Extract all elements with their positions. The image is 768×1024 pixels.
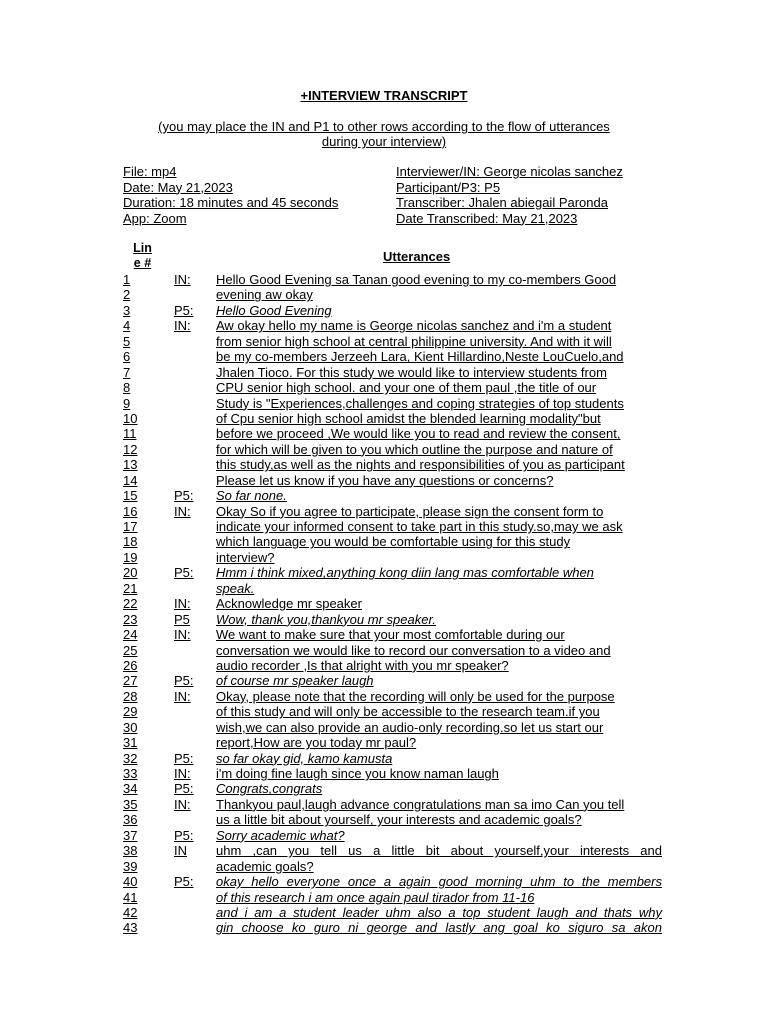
transcript-row (0, 411, 768, 426)
transcript-row (0, 689, 768, 704)
utterance-text: so far okay gid, kamo kamusta (216, 750, 393, 766)
line-number: 25 (123, 642, 138, 658)
line-number: 35 (123, 796, 138, 812)
speaker-label: IN: (174, 318, 191, 334)
line-number: 27 (123, 673, 138, 689)
utterance-text: which language you would be comfortable using for this study (216, 534, 571, 550)
transcript-row (0, 442, 768, 457)
transcript-row (0, 365, 768, 380)
meta-interviewer: Interviewer/IN: George nicolas sanchez (396, 164, 623, 179)
transcript-row (0, 457, 768, 472)
meta-transcriber: Transcriber: Jhalen abiegail Paronda (396, 195, 608, 210)
line-number: 21 (123, 580, 138, 596)
line-number: 6 (123, 349, 131, 365)
line-header-bottom: e # (133, 256, 152, 270)
line-number: 29 (123, 704, 138, 720)
line-number: 31 (123, 735, 138, 751)
utterance-text: Study is "Experiences,challenges and coping strategies of top students (216, 395, 624, 411)
instruction-line-2: during your interview) (321, 134, 447, 149)
instruction-line-1: (you may place the IN and P1 to other rows according to the flow of utterances (158, 119, 610, 134)
line-number: 39 (123, 858, 138, 874)
utterance-text: report,How are you today mr paul? (216, 735, 417, 751)
utterance-text: conversation we would like to record our conversation to a video and (216, 642, 611, 658)
line-number: 7 (123, 364, 131, 380)
transcript-row (0, 380, 768, 395)
line-number: 24 (123, 627, 138, 643)
transcript-row (0, 612, 768, 627)
transcript-row (0, 828, 768, 843)
transcript-row (0, 596, 768, 611)
transcript-row (0, 303, 768, 318)
line-number: 22 (123, 596, 138, 612)
line-number: 10 (123, 410, 138, 426)
transcript-row (0, 720, 768, 735)
meta-app: App: Zoom (123, 210, 187, 226)
utterance-text: of Cpu senior high school amidst the blended learning modality"but (216, 410, 601, 426)
transcript-row (0, 488, 768, 503)
transcript-row (0, 534, 768, 549)
transcript-row (0, 812, 768, 827)
transcript-row (0, 751, 768, 766)
utterance-text: Thankyou paul,laugh advance congratulations man sa imo Can you tell (216, 796, 625, 812)
line-number-header (126, 241, 159, 271)
transcript-row (0, 781, 768, 796)
speaker-label: P5: (174, 750, 194, 766)
utterance-text: Acknowledge mr speaker (216, 596, 362, 612)
speaker-label: P5: (174, 488, 194, 504)
line-number: 5 (123, 333, 131, 349)
line-number: 18 (123, 534, 138, 550)
utterance-text: So far none. (216, 488, 287, 504)
speaker-label: P5 (174, 611, 190, 627)
meta-participant: Participant/P3: P5 (396, 179, 501, 195)
transcript-row (0, 627, 768, 642)
speaker-label: IN: (174, 766, 191, 781)
utterance-text: for which will be given to you which outline the purpose and nature of (216, 441, 613, 457)
utterance-text: Congrats,congrats (216, 781, 323, 797)
speaker-label: P5: (174, 781, 194, 797)
line-number: 26 (123, 657, 138, 673)
utterance-text: CPU senior high school. and your one of them paul ,the title of our (216, 380, 597, 396)
transcript-row (0, 565, 768, 580)
transcript-row (0, 334, 768, 349)
speaker-label: IN: (174, 503, 191, 519)
transcript-row (0, 920, 768, 935)
transcript-row (0, 272, 768, 287)
transcript-row (0, 843, 768, 858)
speaker-label: IN: (174, 627, 191, 643)
transcript-row (0, 473, 768, 488)
utterance-text: Jhalen Tioco. For this study we would like to interview students from (216, 364, 607, 380)
speaker-label: IN: (174, 688, 191, 704)
utterance-text: be my co-members Jerzeeh Lara, Kient Hillardino,Neste LouCuelo,and (216, 349, 624, 365)
transcript-row (0, 504, 768, 519)
line-number: 41 (123, 889, 138, 905)
utterance-text: this study,as well as the nights and responsibilities of you as participant (216, 457, 625, 473)
line-number: 8 (123, 380, 131, 396)
line-number: 34 (123, 781, 138, 797)
line-number: 11 (123, 426, 137, 442)
line-header-top: Lin (133, 241, 152, 255)
utterance-text: Okay, please note that the recording will only be used for the purpose (216, 688, 615, 704)
line-number: 16 (123, 503, 138, 519)
utterance-text: Hmm i think mixed,anything kong diin lang mas comfortable when (216, 565, 594, 581)
line-number: 1 (123, 272, 131, 287)
transcript-table (0, 272, 768, 936)
transcript-row (0, 673, 768, 688)
speaker-label: P5: (174, 302, 194, 318)
transcript-row (0, 874, 768, 889)
transcript-row (0, 905, 768, 920)
line-number: 32 (123, 750, 138, 766)
transcript-row (0, 318, 768, 333)
utterance-text: Sorry academic what? (216, 827, 345, 843)
speaker-label: IN: (174, 596, 191, 612)
transcript-row (0, 426, 768, 441)
utterance-text: We want to make sure that your most comfortable during our (216, 627, 565, 643)
transcript-row (0, 581, 768, 596)
meta-date-transcribed: Date Transcribed: May 21,2023 (396, 210, 578, 226)
meta-file: File: mp4 (123, 164, 177, 179)
transcript-row (0, 550, 768, 565)
utterance-text: audio recorder ,Is that alright with you mr speaker? (216, 657, 509, 673)
line-number: 9 (123, 395, 131, 411)
speaker-label: P5: (174, 565, 194, 581)
line-number: 28 (123, 688, 138, 704)
line-number: 40 (123, 874, 138, 890)
utterance-text: interview? (216, 549, 275, 565)
speaker-label: P5: (174, 827, 194, 843)
transcript-row (0, 797, 768, 812)
utterance-text: uhm ,can you tell us a little bit about yourself,your interests and (216, 843, 662, 859)
line-number: 3 (123, 302, 131, 318)
line-number: 4 (123, 318, 131, 334)
utterance-text: Hello Good Evening sa Tanan good evening to my co-members Good (216, 272, 617, 287)
line-number: 19 (123, 549, 138, 565)
transcript-row (0, 859, 768, 874)
speaker-label: IN: (174, 796, 191, 812)
line-number: 37 (123, 827, 138, 843)
transcript-row (0, 349, 768, 364)
speaker-label: IN (174, 843, 187, 859)
document-title: +INTERVIEW TRANSCRIPT (300, 88, 468, 103)
interview-metadata (396, 164, 623, 226)
utterance-text: of this study and will only be accessible to the research team.if you (216, 704, 600, 720)
transcript-row (0, 735, 768, 750)
transcript-row (0, 643, 768, 658)
line-number: 36 (123, 812, 138, 828)
line-number: 17 (123, 519, 138, 534)
transcript-row (0, 658, 768, 673)
transcript-row (0, 890, 768, 905)
line-number: 12 (123, 441, 138, 457)
utterance-text: i'm doing fine laugh since you know naman laugh (216, 766, 499, 781)
utterance-text: Okay So if you agree to participate, please sign the consent form to (216, 503, 604, 519)
file-metadata (123, 164, 338, 226)
utterance-text: wish,we can also provide an audio-only recording.so let us start our (216, 719, 604, 735)
speaker-label: IN: (174, 272, 191, 287)
line-number: 15 (123, 488, 138, 504)
line-number: 38 (123, 843, 138, 859)
line-number: 2 (123, 287, 131, 303)
utterance-text: indicate your informed consent to take part in this study.so,may we ask (216, 519, 623, 534)
utterance-text: Please let us know if you have any questions or concerns? (216, 472, 554, 488)
meta-duration: Duration: 18 minutes and 45 seconds (123, 195, 339, 210)
utterance-text: Aw okay hello my name is George nicolas sanchez and i'm a student (216, 318, 612, 334)
line-number: 20 (123, 565, 138, 581)
line-number: 42 (123, 904, 138, 920)
utterance-text: from senior high school at central philippine university. And with it will (216, 333, 612, 349)
line-number: 30 (123, 719, 138, 735)
utterance-text: Hello Good Evening (216, 302, 332, 318)
transcript-row (0, 287, 768, 302)
line-number: 14 (123, 472, 138, 488)
transcript-row (0, 704, 768, 719)
transcript-row (0, 396, 768, 411)
line-number: 13 (123, 457, 138, 473)
instruction-note (120, 119, 648, 149)
utterance-text: and i am a student leader uhm also a top student laugh and thats why (216, 904, 662, 920)
speaker-label: P5: (174, 874, 194, 890)
utterances-header: Utterances (383, 249, 451, 264)
line-number: 23 (123, 611, 138, 627)
utterance-text: before we proceed ,We would like you to read and review the consent, (216, 426, 621, 442)
line-number: 33 (123, 766, 138, 781)
utterance-text: Wow, thank you,thankyou mr speaker. (216, 611, 436, 627)
utterance-text: us a little bit about yourself, your interests and academic goals? (216, 812, 582, 828)
utterance-text: okay hello everyone once a again good morning uhm to the members (216, 874, 662, 890)
transcript-row (0, 766, 768, 781)
utterance-text: academic goals? (216, 858, 314, 874)
utterance-text: of this research i am once again paul tirador from 11-16 (216, 889, 535, 905)
line-number: 43 (123, 920, 138, 936)
utterance-text: evening aw okay (216, 287, 313, 303)
utterance-text: speak. (216, 580, 255, 596)
meta-date: Date: May 21,2023 (123, 179, 233, 195)
transcript-row (0, 519, 768, 534)
speaker-label: P5: (174, 673, 194, 689)
utterance-text: of course mr speaker laugh (216, 673, 374, 689)
utterance-text: gin choose ko guro ni george and lastly ang goal ko siguro sa akon (216, 920, 662, 936)
